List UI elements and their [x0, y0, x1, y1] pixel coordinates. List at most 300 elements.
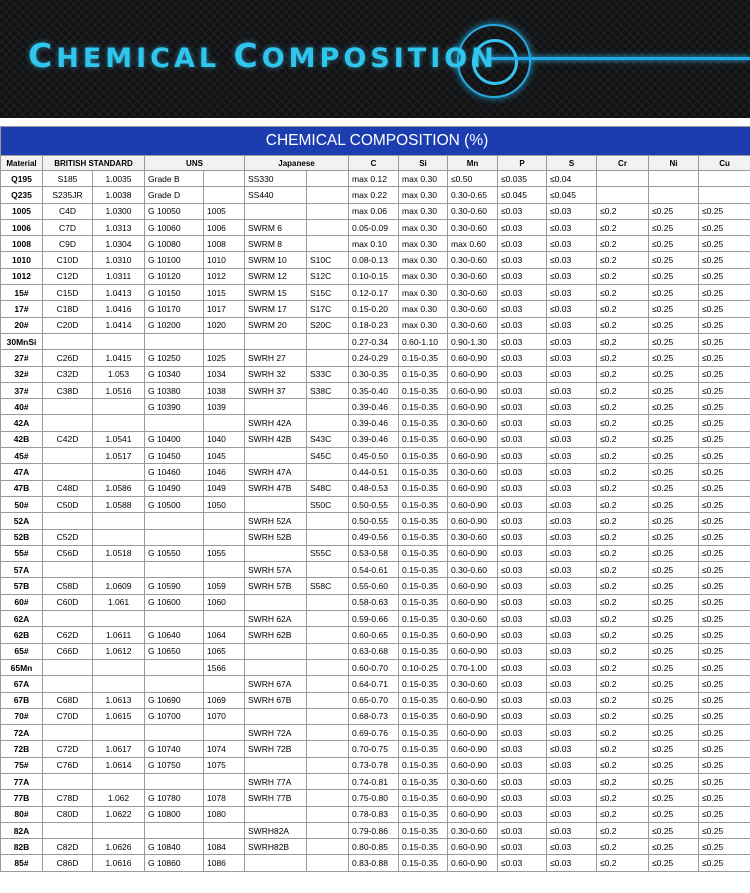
- cell-cr: ≤0.2: [597, 659, 649, 675]
- cell-uns-code: G 10740: [145, 741, 204, 757]
- table-row: [1, 496, 750, 512]
- cell-cu: ≤0.25: [699, 415, 750, 431]
- cell-ni: ≤0.25: [649, 203, 699, 219]
- cell-bs-number: 1.0516: [93, 382, 145, 398]
- cell-cr: ≤0.2: [597, 725, 649, 741]
- cell-cr: ≤0.2: [597, 806, 649, 822]
- header-cr: Cr: [597, 156, 649, 171]
- cell-jis-wire: [245, 757, 307, 773]
- cell-bs-number: 1.0616: [93, 855, 145, 871]
- cell-uns-number: 1034: [204, 366, 245, 382]
- cell-uns-number: 1060: [204, 594, 245, 610]
- cell-jis-wire: SWRM 6: [245, 219, 307, 235]
- cell-bs-grade: C68D: [43, 692, 93, 708]
- cell-uns-code: G 10690: [145, 692, 204, 708]
- cell-bs-number: [93, 333, 145, 349]
- cell-material: 1005: [1, 203, 43, 219]
- cell-uns-number: [204, 171, 245, 187]
- cell-mn: 0.30-0.60: [448, 415, 498, 431]
- cell-bs-grade: C56D: [43, 545, 93, 561]
- cell-si: 0.15-0.35: [399, 676, 448, 692]
- header-uns: UNS: [145, 156, 245, 171]
- cell-cr: [597, 187, 649, 203]
- cell-ni: ≤0.25: [649, 236, 699, 252]
- cell-c: 0.68-0.73: [349, 708, 399, 724]
- cell-ni: ≤0.25: [649, 399, 699, 415]
- cell-mn: 0.30-0.60: [448, 562, 498, 578]
- cell-mn: 0.60-0.90: [448, 692, 498, 708]
- cell-bs-number: 1.0622: [93, 806, 145, 822]
- cell-c: 0.45-0.50: [349, 448, 399, 464]
- cell-si: max 0.30: [399, 203, 448, 219]
- cell-ni: ≤0.25: [649, 301, 699, 317]
- cell-c: 0.83-0.88: [349, 855, 399, 871]
- cell-bs-number: 1.053: [93, 366, 145, 382]
- table-row: [1, 708, 750, 724]
- cell-ni: ≤0.25: [649, 545, 699, 561]
- cell-uns-number: 1065: [204, 643, 245, 659]
- cell-material: 15#: [1, 285, 43, 301]
- banner-title-initial2: C: [233, 36, 262, 75]
- cell-jis-wire: [245, 203, 307, 219]
- cell-p: ≤0.045: [498, 187, 547, 203]
- cell-s: ≤0.03: [547, 317, 597, 333]
- cell-uns-code: G 10200: [145, 317, 204, 333]
- cell-cu: ≤0.25: [699, 611, 750, 627]
- cell-jis-steel: S15C: [307, 285, 349, 301]
- cell-jis-wire: SWRH82A: [245, 822, 307, 838]
- table-row: [1, 855, 750, 871]
- cell-si: 0.15-0.35: [399, 480, 448, 496]
- cell-p: ≤0.03: [498, 480, 547, 496]
- cell-mn: 0.60-0.90: [448, 578, 498, 594]
- cell-p: ≤0.03: [498, 333, 547, 349]
- cell-uns-code: [145, 725, 204, 741]
- cell-mn: 0.60-0.90: [448, 496, 498, 512]
- cell-cr: ≤0.2: [597, 415, 649, 431]
- cell-c: 0.39-0.46: [349, 415, 399, 431]
- cell-cu: ≤0.25: [699, 496, 750, 512]
- cell-bs-grade: S185: [43, 171, 93, 187]
- cell-uns-number: 1046: [204, 464, 245, 480]
- cell-material: Q235: [1, 187, 43, 203]
- cell-c: max 0.10: [349, 236, 399, 252]
- cell-cu: ≤0.25: [699, 464, 750, 480]
- cell-c: 0.80-0.85: [349, 839, 399, 855]
- cell-mn: 0.60-0.90: [448, 431, 498, 447]
- cell-jis-steel: [307, 855, 349, 871]
- cell-jis-steel: [307, 399, 349, 415]
- table-row: [1, 301, 750, 317]
- cell-uns-number: 1055: [204, 545, 245, 561]
- cell-ni: ≤0.25: [649, 415, 699, 431]
- cell-cr: ≤0.2: [597, 855, 649, 871]
- cell-ni: ≤0.25: [649, 676, 699, 692]
- cell-bs-grade: [43, 725, 93, 741]
- cell-s: ≤0.045: [547, 187, 597, 203]
- cell-uns-code: [145, 333, 204, 349]
- cell-bs-number: 1.0416: [93, 301, 145, 317]
- cell-c: 0.44-0.51: [349, 464, 399, 480]
- cell-c: max 0.22: [349, 187, 399, 203]
- cell-p: ≤0.03: [498, 285, 547, 301]
- cell-material: 50#: [1, 496, 43, 512]
- cell-c: 0.58-0.63: [349, 594, 399, 610]
- cell-jis-steel: [307, 171, 349, 187]
- cell-bs-number: [93, 399, 145, 415]
- cell-ni: ≤0.25: [649, 578, 699, 594]
- cell-uns-number: 1074: [204, 741, 245, 757]
- cell-bs-grade: C4D: [43, 203, 93, 219]
- cell-cr: ≤0.2: [597, 382, 649, 398]
- cell-jis-steel: S38C: [307, 382, 349, 398]
- cell-s: ≤0.03: [547, 236, 597, 252]
- cell-jis-wire: SWRH 52B: [245, 529, 307, 545]
- cell-ni: ≤0.25: [649, 822, 699, 838]
- cell-mn: 0.60-0.90: [448, 757, 498, 773]
- cell-c: 0.49-0.56: [349, 529, 399, 545]
- cell-uns-code: G 10150: [145, 285, 204, 301]
- cell-p: ≤0.03: [498, 268, 547, 284]
- cell-p: ≤0.03: [498, 219, 547, 235]
- cell-bs-number: 1.0038: [93, 187, 145, 203]
- table-row: [1, 839, 750, 855]
- cell-bs-number: 1.0311: [93, 268, 145, 284]
- cell-uns-number: 1064: [204, 627, 245, 643]
- cell-s: ≤0.03: [547, 725, 597, 741]
- cell-ni: ≤0.25: [649, 496, 699, 512]
- cell-uns-code: G 10490: [145, 480, 204, 496]
- cell-mn: ≤0.50: [448, 171, 498, 187]
- cell-cr: ≤0.2: [597, 692, 649, 708]
- cell-s: ≤0.03: [547, 822, 597, 838]
- cell-p: ≤0.03: [498, 594, 547, 610]
- cell-s: ≤0.03: [547, 415, 597, 431]
- cell-c: 0.75-0.80: [349, 790, 399, 806]
- cell-uns-code: [145, 513, 204, 529]
- cell-s: ≤0.03: [547, 562, 597, 578]
- cell-p: ≤0.03: [498, 643, 547, 659]
- cell-cr: ≤0.2: [597, 399, 649, 415]
- table-row: [1, 627, 750, 643]
- cell-cr: ≤0.2: [597, 562, 649, 578]
- table-row: [1, 480, 750, 496]
- cell-si: 0.15-0.35: [399, 708, 448, 724]
- cell-mn: 0.30-0.60: [448, 203, 498, 219]
- cell-mn: 0.60-0.90: [448, 741, 498, 757]
- cell-uns-number: 1025: [204, 350, 245, 366]
- cell-jis-steel: S43C: [307, 431, 349, 447]
- cell-s: ≤0.04: [547, 171, 597, 187]
- cell-jis-wire: SWRH 52A: [245, 513, 307, 529]
- cell-si: 0.15-0.35: [399, 741, 448, 757]
- header-ni: Ni: [649, 156, 699, 171]
- cell-bs-number: [93, 529, 145, 545]
- cell-material: 20#: [1, 317, 43, 333]
- cell-jis-steel: S10C: [307, 252, 349, 268]
- cell-uns-number: 1040: [204, 431, 245, 447]
- cell-bs-grade: C66D: [43, 643, 93, 659]
- cell-c: 0.64-0.71: [349, 676, 399, 692]
- cell-material: 75#: [1, 757, 43, 773]
- cell-p: ≤0.03: [498, 627, 547, 643]
- cell-jis-steel: [307, 513, 349, 529]
- cell-uns-number: [204, 513, 245, 529]
- cell-jis-steel: [307, 594, 349, 610]
- cell-bs-number: [93, 513, 145, 529]
- cell-ni: ≤0.25: [649, 839, 699, 855]
- cell-bs-number: 1.0035: [93, 171, 145, 187]
- cell-cr: ≤0.2: [597, 790, 649, 806]
- cell-bs-grade: [43, 676, 93, 692]
- cell-ni: ≤0.25: [649, 725, 699, 741]
- cell-bs-grade: C52D: [43, 529, 93, 545]
- cell-uns-number: 1039: [204, 399, 245, 415]
- table-row: [1, 725, 750, 741]
- cell-p: ≤0.03: [498, 725, 547, 741]
- cell-p: ≤0.03: [498, 415, 547, 431]
- cell-bs-grade: [43, 562, 93, 578]
- cell-c: 0.08-0.13: [349, 252, 399, 268]
- table-row: [1, 431, 750, 447]
- cell-cu: ≤0.25: [699, 219, 750, 235]
- cell-material: 72A: [1, 725, 43, 741]
- cell-uns-code: [145, 415, 204, 431]
- cell-bs-grade: C82D: [43, 839, 93, 855]
- cell-si: 0.15-0.35: [399, 594, 448, 610]
- cell-s: ≤0.03: [547, 855, 597, 871]
- table-row: [1, 676, 750, 692]
- cell-cr: ≤0.2: [597, 366, 649, 382]
- cell-jis-steel: [307, 333, 349, 349]
- cell-uns-number: 1015: [204, 285, 245, 301]
- cell-c: 0.69-0.76: [349, 725, 399, 741]
- cell-cr: ≤0.2: [597, 496, 649, 512]
- cell-uns-code: G 10800: [145, 806, 204, 822]
- cell-mn: 0.30-0.60: [448, 676, 498, 692]
- cell-jis-steel: [307, 350, 349, 366]
- cell-uns-number: [204, 822, 245, 838]
- cell-cu: ≤0.25: [699, 773, 750, 789]
- cell-s: ≤0.03: [547, 529, 597, 545]
- cell-jis-steel: [307, 627, 349, 643]
- cell-jis-steel: S17C: [307, 301, 349, 317]
- cell-p: ≤0.03: [498, 773, 547, 789]
- cell-cu: ≤0.25: [699, 431, 750, 447]
- cell-c: 0.12-0.17: [349, 285, 399, 301]
- cell-jis-wire: SWRM 20: [245, 317, 307, 333]
- cell-ni: ≤0.25: [649, 611, 699, 627]
- cell-bs-number: [93, 464, 145, 480]
- cell-uns-code: G 10860: [145, 855, 204, 871]
- cell-cu: ≤0.25: [699, 366, 750, 382]
- cell-p: ≤0.03: [498, 464, 547, 480]
- cell-bs-number: 1.0614: [93, 757, 145, 773]
- cell-uns-number: [204, 676, 245, 692]
- cell-si: 0.15-0.35: [399, 382, 448, 398]
- cell-si: 0.15-0.35: [399, 611, 448, 627]
- cell-mn: 0.30-0.60: [448, 285, 498, 301]
- cell-jis-steel: [307, 806, 349, 822]
- cell-jis-wire: SWRM 12: [245, 268, 307, 284]
- cell-c: 0.73-0.78: [349, 757, 399, 773]
- cell-mn: 0.30-0.65: [448, 187, 498, 203]
- composition-table: [0, 126, 750, 872]
- cell-cu: ≤0.25: [699, 627, 750, 643]
- cell-p: ≤0.03: [498, 382, 547, 398]
- cell-cr: ≤0.2: [597, 545, 649, 561]
- cell-si: 0.15-0.35: [399, 627, 448, 643]
- cell-material: 37#: [1, 382, 43, 398]
- cell-jis-wire: SWRH 77A: [245, 773, 307, 789]
- table-row: [1, 333, 750, 349]
- cell-bs-grade: S235JR: [43, 187, 93, 203]
- cell-mn: 0.30-0.60: [448, 611, 498, 627]
- cell-ni: [649, 171, 699, 187]
- cell-bs-grade: [43, 333, 93, 349]
- cell-cr: ≤0.2: [597, 285, 649, 301]
- header-british-standard: BRITISH STANDARD: [43, 156, 145, 171]
- cell-c: 0.79-0.86: [349, 822, 399, 838]
- cell-uns-code: [145, 529, 204, 545]
- cell-cu: ≤0.25: [699, 757, 750, 773]
- cell-s: ≤0.03: [547, 611, 597, 627]
- cell-s: ≤0.03: [547, 839, 597, 855]
- cell-jis-steel: [307, 611, 349, 627]
- table-row: [1, 236, 750, 252]
- cell-c: 0.60-0.70: [349, 659, 399, 675]
- cell-cu: ≤0.25: [699, 643, 750, 659]
- table-row: [1, 659, 750, 675]
- table-row: [1, 562, 750, 578]
- cell-c: 0.39-0.46: [349, 431, 399, 447]
- cell-mn: 0.60-0.90: [448, 399, 498, 415]
- table-row: [1, 448, 750, 464]
- cell-mn: 0.60-0.90: [448, 790, 498, 806]
- cell-ni: ≤0.25: [649, 513, 699, 529]
- cell-cu: ≤0.25: [699, 839, 750, 855]
- cell-ni: ≤0.25: [649, 333, 699, 349]
- cell-bs-grade: C70D: [43, 708, 93, 724]
- cell-jis-steel: [307, 822, 349, 838]
- cell-p: ≤0.03: [498, 692, 547, 708]
- cell-uns-code: G 10600: [145, 594, 204, 610]
- cell-cr: ≤0.2: [597, 611, 649, 627]
- cell-ni: ≤0.25: [649, 317, 699, 333]
- cell-si: 0.10-0.25: [399, 659, 448, 675]
- cell-cr: ≤0.2: [597, 513, 649, 529]
- cell-bs-grade: C42D: [43, 431, 93, 447]
- table-row: [1, 203, 750, 219]
- cell-bs-number: [93, 611, 145, 627]
- cell-uns-code: G 10080: [145, 236, 204, 252]
- cell-cu: ≤0.25: [699, 676, 750, 692]
- cell-uns-code: G 10170: [145, 301, 204, 317]
- cell-bs-grade: [43, 659, 93, 675]
- cell-jis-steel: [307, 692, 349, 708]
- cell-uns-number: [204, 562, 245, 578]
- cell-bs-number: 1.0300: [93, 203, 145, 219]
- cell-ni: ≤0.25: [649, 806, 699, 822]
- header-material: Material: [1, 156, 43, 171]
- cell-c: 0.30-0.35: [349, 366, 399, 382]
- cell-material: 1010: [1, 252, 43, 268]
- cell-s: ≤0.03: [547, 545, 597, 561]
- cell-jis-wire: SWRH 77B: [245, 790, 307, 806]
- cell-mn: 0.60-0.90: [448, 643, 498, 659]
- cell-jis-steel: [307, 676, 349, 692]
- cell-material: 47A: [1, 464, 43, 480]
- cell-p: ≤0.03: [498, 578, 547, 594]
- cell-jis-wire: SWRH 27: [245, 350, 307, 366]
- cell-si: 0.15-0.35: [399, 366, 448, 382]
- cell-si: 0.15-0.35: [399, 692, 448, 708]
- cell-ni: ≤0.25: [649, 627, 699, 643]
- cell-bs-number: 1.0518: [93, 545, 145, 561]
- cell-uns-number: 1080: [204, 806, 245, 822]
- cell-uns-code: G 10100: [145, 252, 204, 268]
- banner-title-word2: OMPOSITION: [261, 43, 498, 74]
- cell-jis-wire: SS330: [245, 171, 307, 187]
- cell-p: ≤0.03: [498, 676, 547, 692]
- cell-uns-number: [204, 529, 245, 545]
- cell-bs-number: 1.0612: [93, 643, 145, 659]
- cell-bs-number: [93, 415, 145, 431]
- cell-bs-grade: C76D: [43, 757, 93, 773]
- cell-bs-number: 1.0626: [93, 839, 145, 855]
- cell-bs-grade: C80D: [43, 806, 93, 822]
- cell-si: max 0.30: [399, 187, 448, 203]
- cell-cr: ≤0.2: [597, 839, 649, 855]
- cell-bs-grade: C20D: [43, 317, 93, 333]
- cell-cu: ≤0.25: [699, 741, 750, 757]
- cell-bs-grade: C60D: [43, 594, 93, 610]
- cell-cu: ≤0.25: [699, 692, 750, 708]
- cell-cr: ≤0.2: [597, 529, 649, 545]
- cell-cu: ≤0.25: [699, 382, 750, 398]
- cell-bs-number: 1.0517: [93, 448, 145, 464]
- cell-si: max 0.30: [399, 301, 448, 317]
- cell-si: 0.15-0.35: [399, 757, 448, 773]
- cell-uns-number: 1038: [204, 382, 245, 398]
- cell-mn: 0.30-0.60: [448, 822, 498, 838]
- table-row: [1, 611, 750, 627]
- cell-c: 0.05-0.09: [349, 219, 399, 235]
- cell-uns-number: 1086: [204, 855, 245, 871]
- cell-ni: ≤0.25: [649, 757, 699, 773]
- cell-uns-code: G 10550: [145, 545, 204, 561]
- cell-p: ≤0.03: [498, 203, 547, 219]
- cell-cu: ≤0.25: [699, 252, 750, 268]
- cell-cr: ≤0.2: [597, 464, 649, 480]
- cell-c: 0.15-0.20: [349, 301, 399, 317]
- cell-p: ≤0.03: [498, 350, 547, 366]
- cell-ni: ≤0.25: [649, 529, 699, 545]
- cell-cr: ≤0.2: [597, 236, 649, 252]
- cell-uns-number: 1020: [204, 317, 245, 333]
- table-row: [1, 219, 750, 235]
- cell-bs-number: 1.0586: [93, 480, 145, 496]
- cell-c: 0.48-0.53: [349, 480, 399, 496]
- cell-material: 45#: [1, 448, 43, 464]
- cell-material: 32#: [1, 366, 43, 382]
- cell-p: ≤0.03: [498, 659, 547, 675]
- table-row: [1, 187, 750, 203]
- cell-jis-wire: [245, 855, 307, 871]
- table-row: [1, 415, 750, 431]
- cell-bs-number: [93, 822, 145, 838]
- cell-jis-steel: S58C: [307, 578, 349, 594]
